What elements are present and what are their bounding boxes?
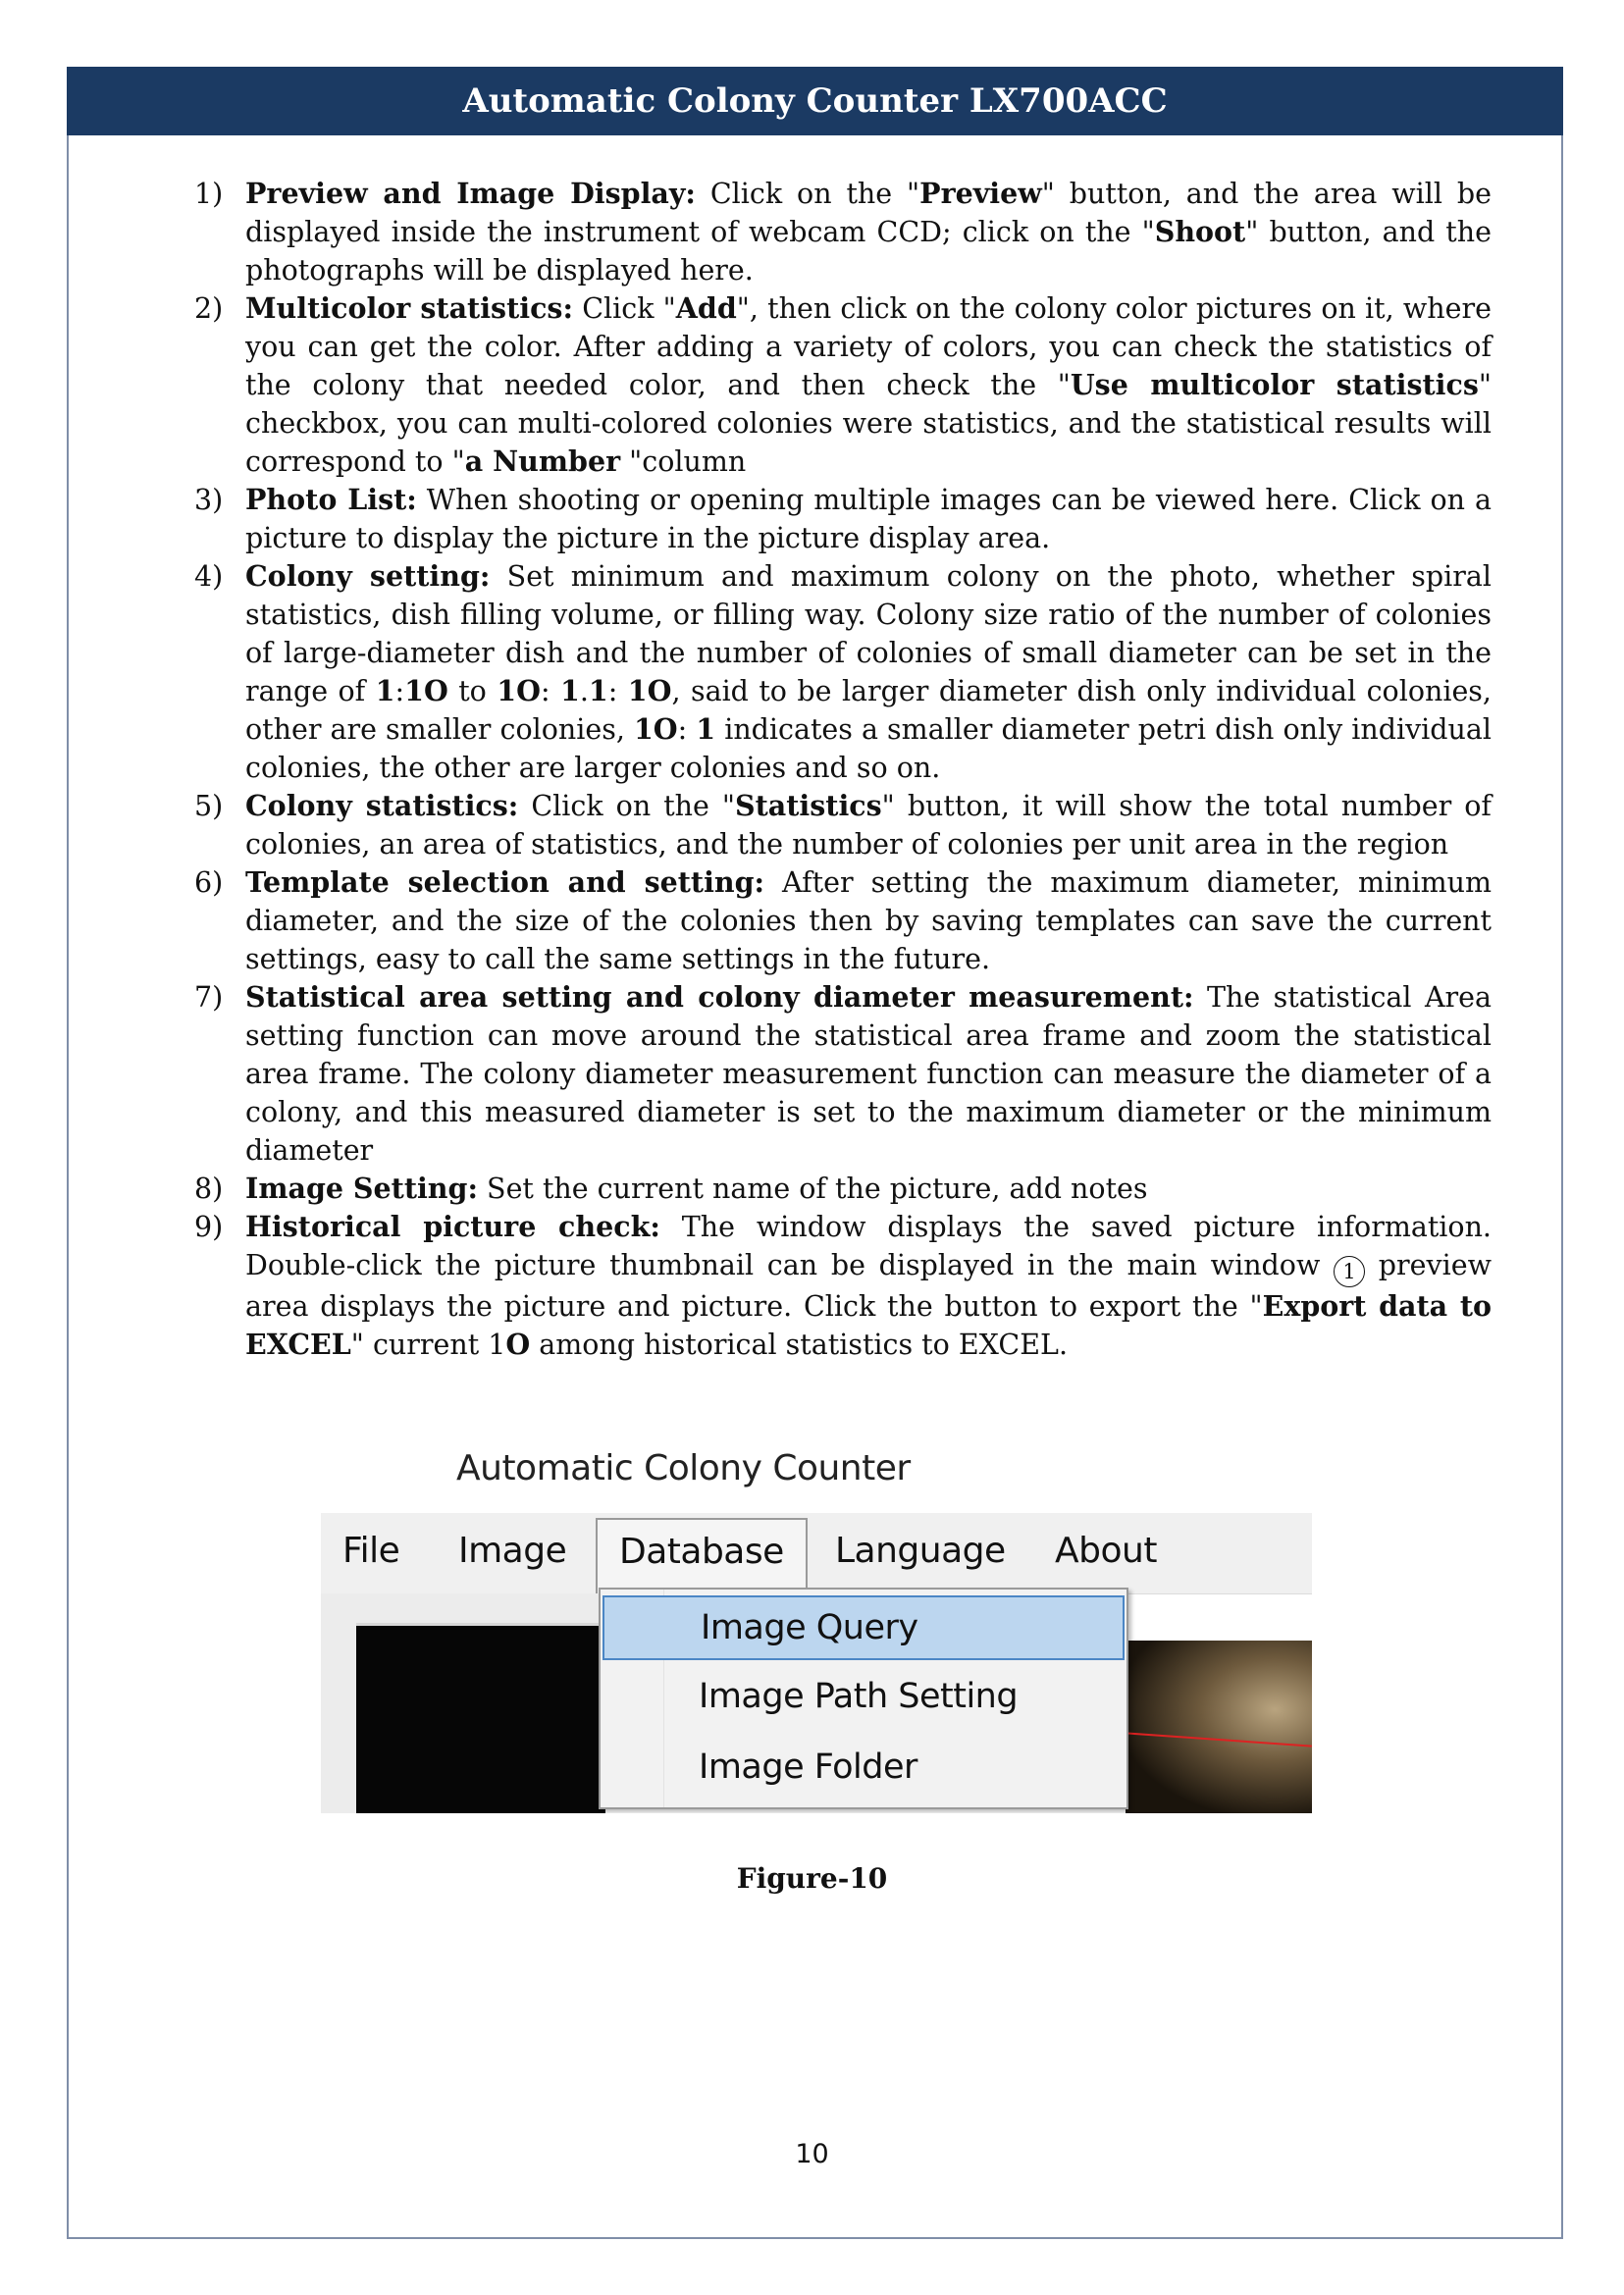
bold-text: 1 bbox=[375, 674, 395, 707]
page-number: 10 bbox=[795, 2139, 829, 2169]
bold-text: 1 bbox=[559, 674, 580, 707]
text-run: : bbox=[540, 675, 560, 707]
list-item bbox=[194, 1208, 1492, 1364]
text-run: . bbox=[579, 675, 589, 707]
text-run: Click on the " bbox=[518, 790, 736, 822]
bold-text: Use multicolor statistics bbox=[1070, 368, 1479, 401]
app-screenshot-figure bbox=[321, 1431, 1312, 1813]
circled-number: 1 bbox=[1334, 1256, 1365, 1287]
list-item bbox=[194, 978, 1492, 1170]
bold-text: Preview and Image Display: bbox=[245, 177, 696, 210]
list-item-number: 7) bbox=[194, 981, 224, 1014]
text-run: Click " bbox=[573, 292, 676, 325]
bold-text: Historical picture check: bbox=[245, 1210, 660, 1243]
text-run: indicates a smaller diameter petri dish only individual colonies, the other are larger colonies and so on. bbox=[245, 713, 1493, 784]
bold-text: Multicolor statistics: bbox=[245, 291, 573, 325]
text-run: among historical statistics to EXCEL. bbox=[530, 1329, 1069, 1361]
text-run: Set minimum and maximum colony on the photo, whether spiral statistics, dish filling volume, or filling way. Colony size ratio of the number of colonies of large-diameter dish and the number of colonies of small diameter can be set in the range of bbox=[245, 560, 1493, 707]
text-run: When shooting or opening multiple images can be viewed here. Click on a picture to display the picture in the picture display area. bbox=[245, 484, 1492, 554]
text-run: Click on the " bbox=[695, 178, 920, 210]
bold-text: a Number bbox=[464, 444, 621, 478]
dish-photo-preview bbox=[1126, 1641, 1312, 1813]
list-item-text bbox=[245, 866, 1492, 975]
figure-caption: Figure-10 bbox=[736, 1862, 888, 1895]
list-item-number: 4) bbox=[194, 560, 224, 593]
text-run: "column bbox=[620, 445, 747, 478]
list-item bbox=[194, 481, 1492, 557]
list-item-number: 6) bbox=[194, 866, 224, 899]
list-item-text bbox=[245, 1173, 1148, 1205]
list-item-text bbox=[245, 790, 1492, 861]
list-item bbox=[194, 787, 1492, 863]
list-item-number: 3) bbox=[194, 484, 224, 516]
bold-text: Export data to EXCEL bbox=[245, 1289, 1492, 1361]
text-run: The window displays the saved picture information. Double-click the picture thumbnail can be displayed in the main window bbox=[245, 1211, 1492, 1281]
list-item-text bbox=[245, 981, 1492, 1167]
bold-text: Photo List: bbox=[245, 483, 417, 516]
text-run: The statistical Area setting function can move around the statistical area frame and zoom the statistical area frame. The colony diameter measurement function can measure the diameter of a colony, and this measured diameter is set to the maximum diameter or the minimum diameter bbox=[245, 981, 1493, 1167]
list-item bbox=[194, 175, 1492, 289]
list-item-number: 1) bbox=[194, 178, 224, 210]
list-item-text bbox=[245, 178, 1492, 287]
list-item-text bbox=[245, 560, 1492, 784]
text-run: " button, it will show the total number of colonies, an area of statistics, and the number of colonies per unit area in the region bbox=[245, 790, 1492, 861]
list-item-text bbox=[245, 1211, 1492, 1361]
list-item bbox=[194, 557, 1492, 787]
list-item bbox=[194, 289, 1492, 481]
list-item-text bbox=[245, 484, 1492, 554]
bold-text: Image Setting: bbox=[245, 1172, 478, 1205]
list-item-number: 8) bbox=[194, 1173, 224, 1205]
list-item-text bbox=[245, 292, 1492, 478]
bold-text: Shoot bbox=[1154, 215, 1246, 248]
list-item-number: 5) bbox=[194, 790, 224, 822]
page-header bbox=[67, 67, 1563, 135]
bold-text: 1O bbox=[627, 674, 672, 707]
bold-text: 1O bbox=[497, 674, 541, 707]
menu-file[interactable]: File bbox=[342, 1531, 400, 1571]
menu-language[interactable]: Language bbox=[835, 1531, 1006, 1571]
text-run: ", then click on the colony color pictures on it, where you can get the color. After adding a variety of colors, you can check the statistics of the colony that needed color, and then check the " bbox=[245, 292, 1492, 401]
header-title: Automatic Colony Counter LX700ACC bbox=[462, 81, 1168, 121]
bold-text: Add bbox=[675, 291, 737, 325]
feature-list bbox=[194, 175, 1492, 1364]
bold-text: Colony setting: bbox=[245, 559, 491, 593]
text-run: " button, and the photographs will be displayed here. bbox=[245, 216, 1492, 287]
menu-item-image-query[interactable]: Image Query bbox=[602, 1595, 1125, 1660]
bold-text: 1 bbox=[696, 712, 716, 746]
bold-text: O bbox=[505, 1328, 531, 1361]
text-run: to bbox=[447, 675, 498, 707]
bold-text: Statistics bbox=[735, 789, 882, 822]
bold-text: 1O bbox=[404, 674, 448, 707]
window-title: Automatic Colony Counter bbox=[456, 1448, 911, 1488]
bold-text: 1O bbox=[633, 712, 678, 746]
list-item-number: 9) bbox=[194, 1211, 224, 1243]
text-run: : bbox=[677, 713, 697, 746]
bold-text: Statistical area setting and colony diameter measurement: bbox=[245, 980, 1194, 1014]
text-run: preview area displays the picture and picture. Click the button to export the " bbox=[245, 1249, 1492, 1323]
text-run: After setting the maximum diameter, minimum diameter, and the size of the colonies then by saving templates can save the current settings, easy to call the same settings in the future. bbox=[245, 866, 1492, 975]
menu-bar bbox=[321, 1513, 1312, 1594]
text-run: : bbox=[394, 675, 405, 707]
list-item bbox=[194, 1170, 1492, 1208]
menu-database[interactable]: Database bbox=[596, 1518, 808, 1593]
bold-text: Template selection and setting: bbox=[245, 865, 765, 899]
image-display-area bbox=[321, 1593, 605, 1813]
bold-text: 1 bbox=[588, 674, 608, 707]
menu-item-image-folder[interactable]: Image Folder bbox=[699, 1747, 917, 1787]
database-dropdown-menu bbox=[599, 1588, 1128, 1809]
text-run: Set the current name of the picture, add notes bbox=[477, 1173, 1148, 1205]
menu-about[interactable]: About bbox=[1055, 1531, 1157, 1571]
text-run: " checkbox, you can multi-colored colonies were statistics, and the statistical results will correspond to " bbox=[245, 369, 1493, 478]
list-item-number: 2) bbox=[194, 292, 224, 325]
bold-text: Colony statistics: bbox=[245, 789, 519, 822]
list-item bbox=[194, 863, 1492, 978]
text-run: , said to be larger diameter dish only individual colonies, other are smaller colonies, bbox=[245, 675, 1492, 746]
text-run: " current 1 bbox=[350, 1329, 506, 1361]
text-run: " button, and the area will be displayed inside the instrument of webcam CCD; click on the " bbox=[245, 178, 1492, 248]
menu-item-image-path-setting[interactable]: Image Path Setting bbox=[699, 1677, 1019, 1716]
bold-text: Preview bbox=[919, 177, 1042, 210]
menu-image[interactable]: Image bbox=[458, 1531, 567, 1571]
text-run: : bbox=[607, 675, 628, 707]
